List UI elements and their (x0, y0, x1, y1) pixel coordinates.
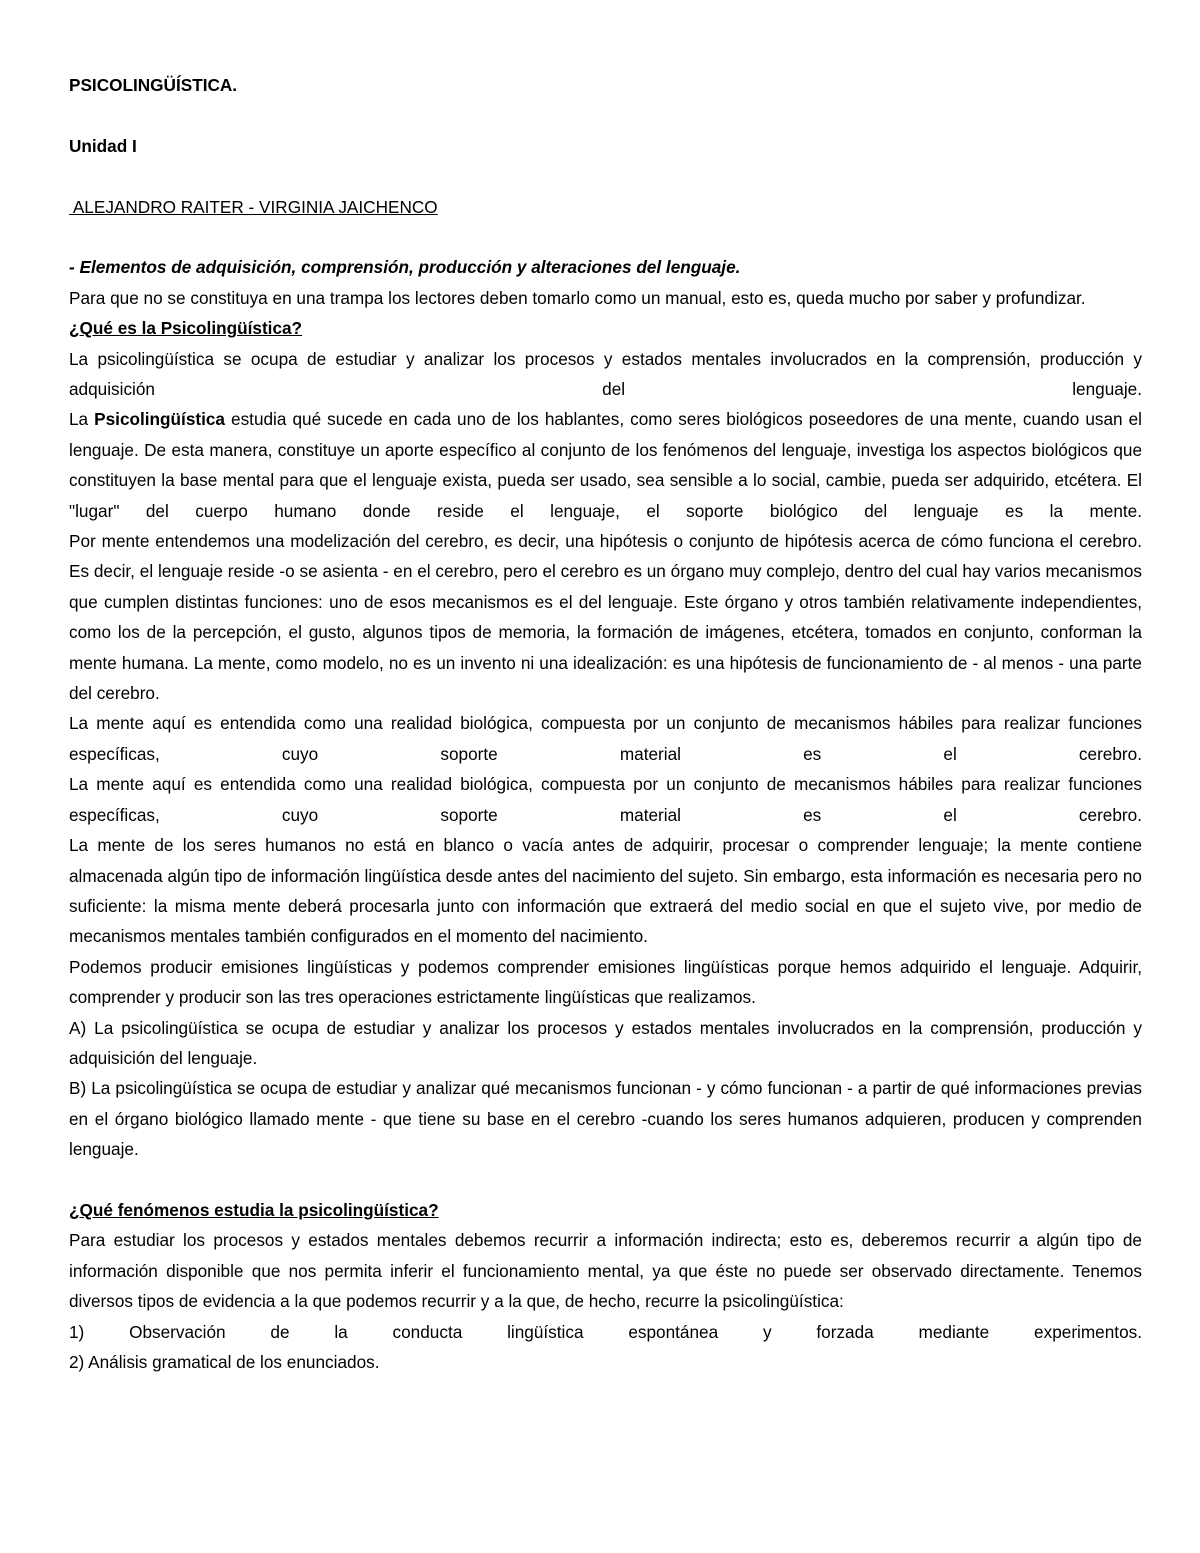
paragraph-studies (69, 404, 1142, 526)
spacer (69, 161, 1142, 191)
term-psicolinguistica: Psicolingüística (94, 409, 225, 430)
spacer (69, 222, 1142, 252)
paragraph-mind-biological-1: La mente aquí es entendida como una realidad biológica, compuesta por un conjunto de mecanismos hábiles para realizar funciones específicas, cuyo soporte material es el cerebro. (69, 713, 1142, 764)
unit-label: Unidad I (69, 135, 137, 156)
spacer (69, 100, 1142, 130)
section-heading-what-is: ¿Qué es la Psicolingüística? (69, 318, 303, 339)
paragraph-point-b: B) La psicolingüística se ocupa de estudiar y analizar qué mecanismos funcionan - y cómo funcionan - a partir de qué informaciones previas en el órgano biológico llamado mente - que tiene su base en el cerebro -cuando los seres humanos adquieren, producen y comprenden lenguaje. (69, 1078, 1142, 1160)
paragraph-mind-model: Por mente entendemos una modelización del cerebro, es decir, una hipótesis o conjunto de hipótesis acerca de cómo funciona el cerebro. Es decir, el lenguaje reside -o se asienta - en el cerebro, pero el cerebro es un órgano muy complejo, dentro del cual hay varios mecanismos que cumplen distintas funciones: uno de esos mecanismos es el del lenguaje. Este órgano y otros también relativamente independientes, como los de la percepción, el gusto, algunos tipos de memoria, la formación de imágenes, etcétera, tomados en conjunto, conforman la mente humana. La mente, como modelo, no es un invento ni una idealización: es una hipótesis de funcionamiento de - al menos - una parte del cerebro. (69, 531, 1142, 704)
authors-line: ALEJANDRO RAITER - VIRGINIA JAICHENCO (69, 196, 438, 217)
paragraph-operations: Podemos producir emisiones lingüísticas y podemos comprender emisiones lingüísticas porque hemos adquirido el lenguaje. Adquirir, comprender y producir son las tres operaciones estrictamente lingüísticas que realizamos. (69, 956, 1142, 1008)
list-item-2: 2) Análisis gramatical de los enunciados. (69, 1352, 380, 1372)
section-heading-phenomena: ¿Qué fenómenos estudia la psicolingüística? (69, 1199, 439, 1220)
document-subtitle: - Elementos de adquisición, comprensión, producción y alteraciones del lenguaje. (69, 257, 741, 278)
paragraph-mind-biological-2: La mente aquí es entendida como una realidad biológica, compuesta por un conjunto de mecanismos hábiles para realizar funciones específicas, cuyo soporte material es el cerebro. (69, 774, 1142, 825)
paragraph-rest: estudia qué sucede en cada uno de los hablantes, como seres biológicos poseedores de una mente, cuando usan el lenguaje. De esta manera, constituye un aporte específico al conjunto de los fenómenos del lenguaje, investiga los aspectos biológicos que constituyen la base mental para que el lenguaje exista, pueda ser usado, sea sensible a lo social, cambie, pueda ser adquirido, etcétera. El "lugar" del cuerpo humano donde reside el lenguaje, el soporte biológico del lenguaje es la mente. (69, 409, 1142, 521)
document-title: PSICOLINGÜÍSTICA. (69, 75, 238, 95)
paragraph-indirect-info: Para estudiar los procesos y estados mentales debemos recurrir a información indirecta; esto es, deberemos recurrir a algún tipo de información disponible que nos permita inferir el funcionamiento mental, ya que éste no puede ser observado directamente. Tenemos diversos tipos de evidencia a la que podemos recurrir y a la que, de hecho, recurre la psicolingüística: (69, 1230, 1142, 1312)
intro-paragraph: Para que no se constituya en una trampa los lectores deben tomarlo como un manual, esto es, queda mucho por saber y profundizar. (69, 287, 1086, 308)
paragraph-mind-not-blank: La mente de los seres humanos no está en blanco o vacía antes de adquirir, procesar o comprender lenguaje; la mente contiene almacenada algún tipo de información lingüística desde antes del nacimiento del sujeto. Sin embargo, esta información es necesaria pero no suficiente: la misma mente deberá procesarla junto con información que extraerá del medio social en que el sujeto vive, por medio de mecanismos mentales también configurados en el momento del nacimiento. (69, 835, 1142, 947)
paragraph-point-a: A) La psicolingüística se ocupa de estudiar y analizar los procesos y estados mentales involucrados en la comprensión, producción y adquisición del lenguaje. (69, 1017, 1142, 1068)
list-item-1: 1) Observación de la conducta lingüística espontánea y forzada mediante experimentos. (69, 1321, 1142, 1342)
paragraph-definition: La psicolingüística se ocupa de estudiar y analizar los procesos y estados mentales involucrados en la comprensión, producción y adquisición del lenguaje. (69, 348, 1142, 400)
spacer (69, 1165, 1142, 1195)
document-page (69, 70, 1142, 1377)
paragraph-prefix: La (69, 409, 95, 430)
